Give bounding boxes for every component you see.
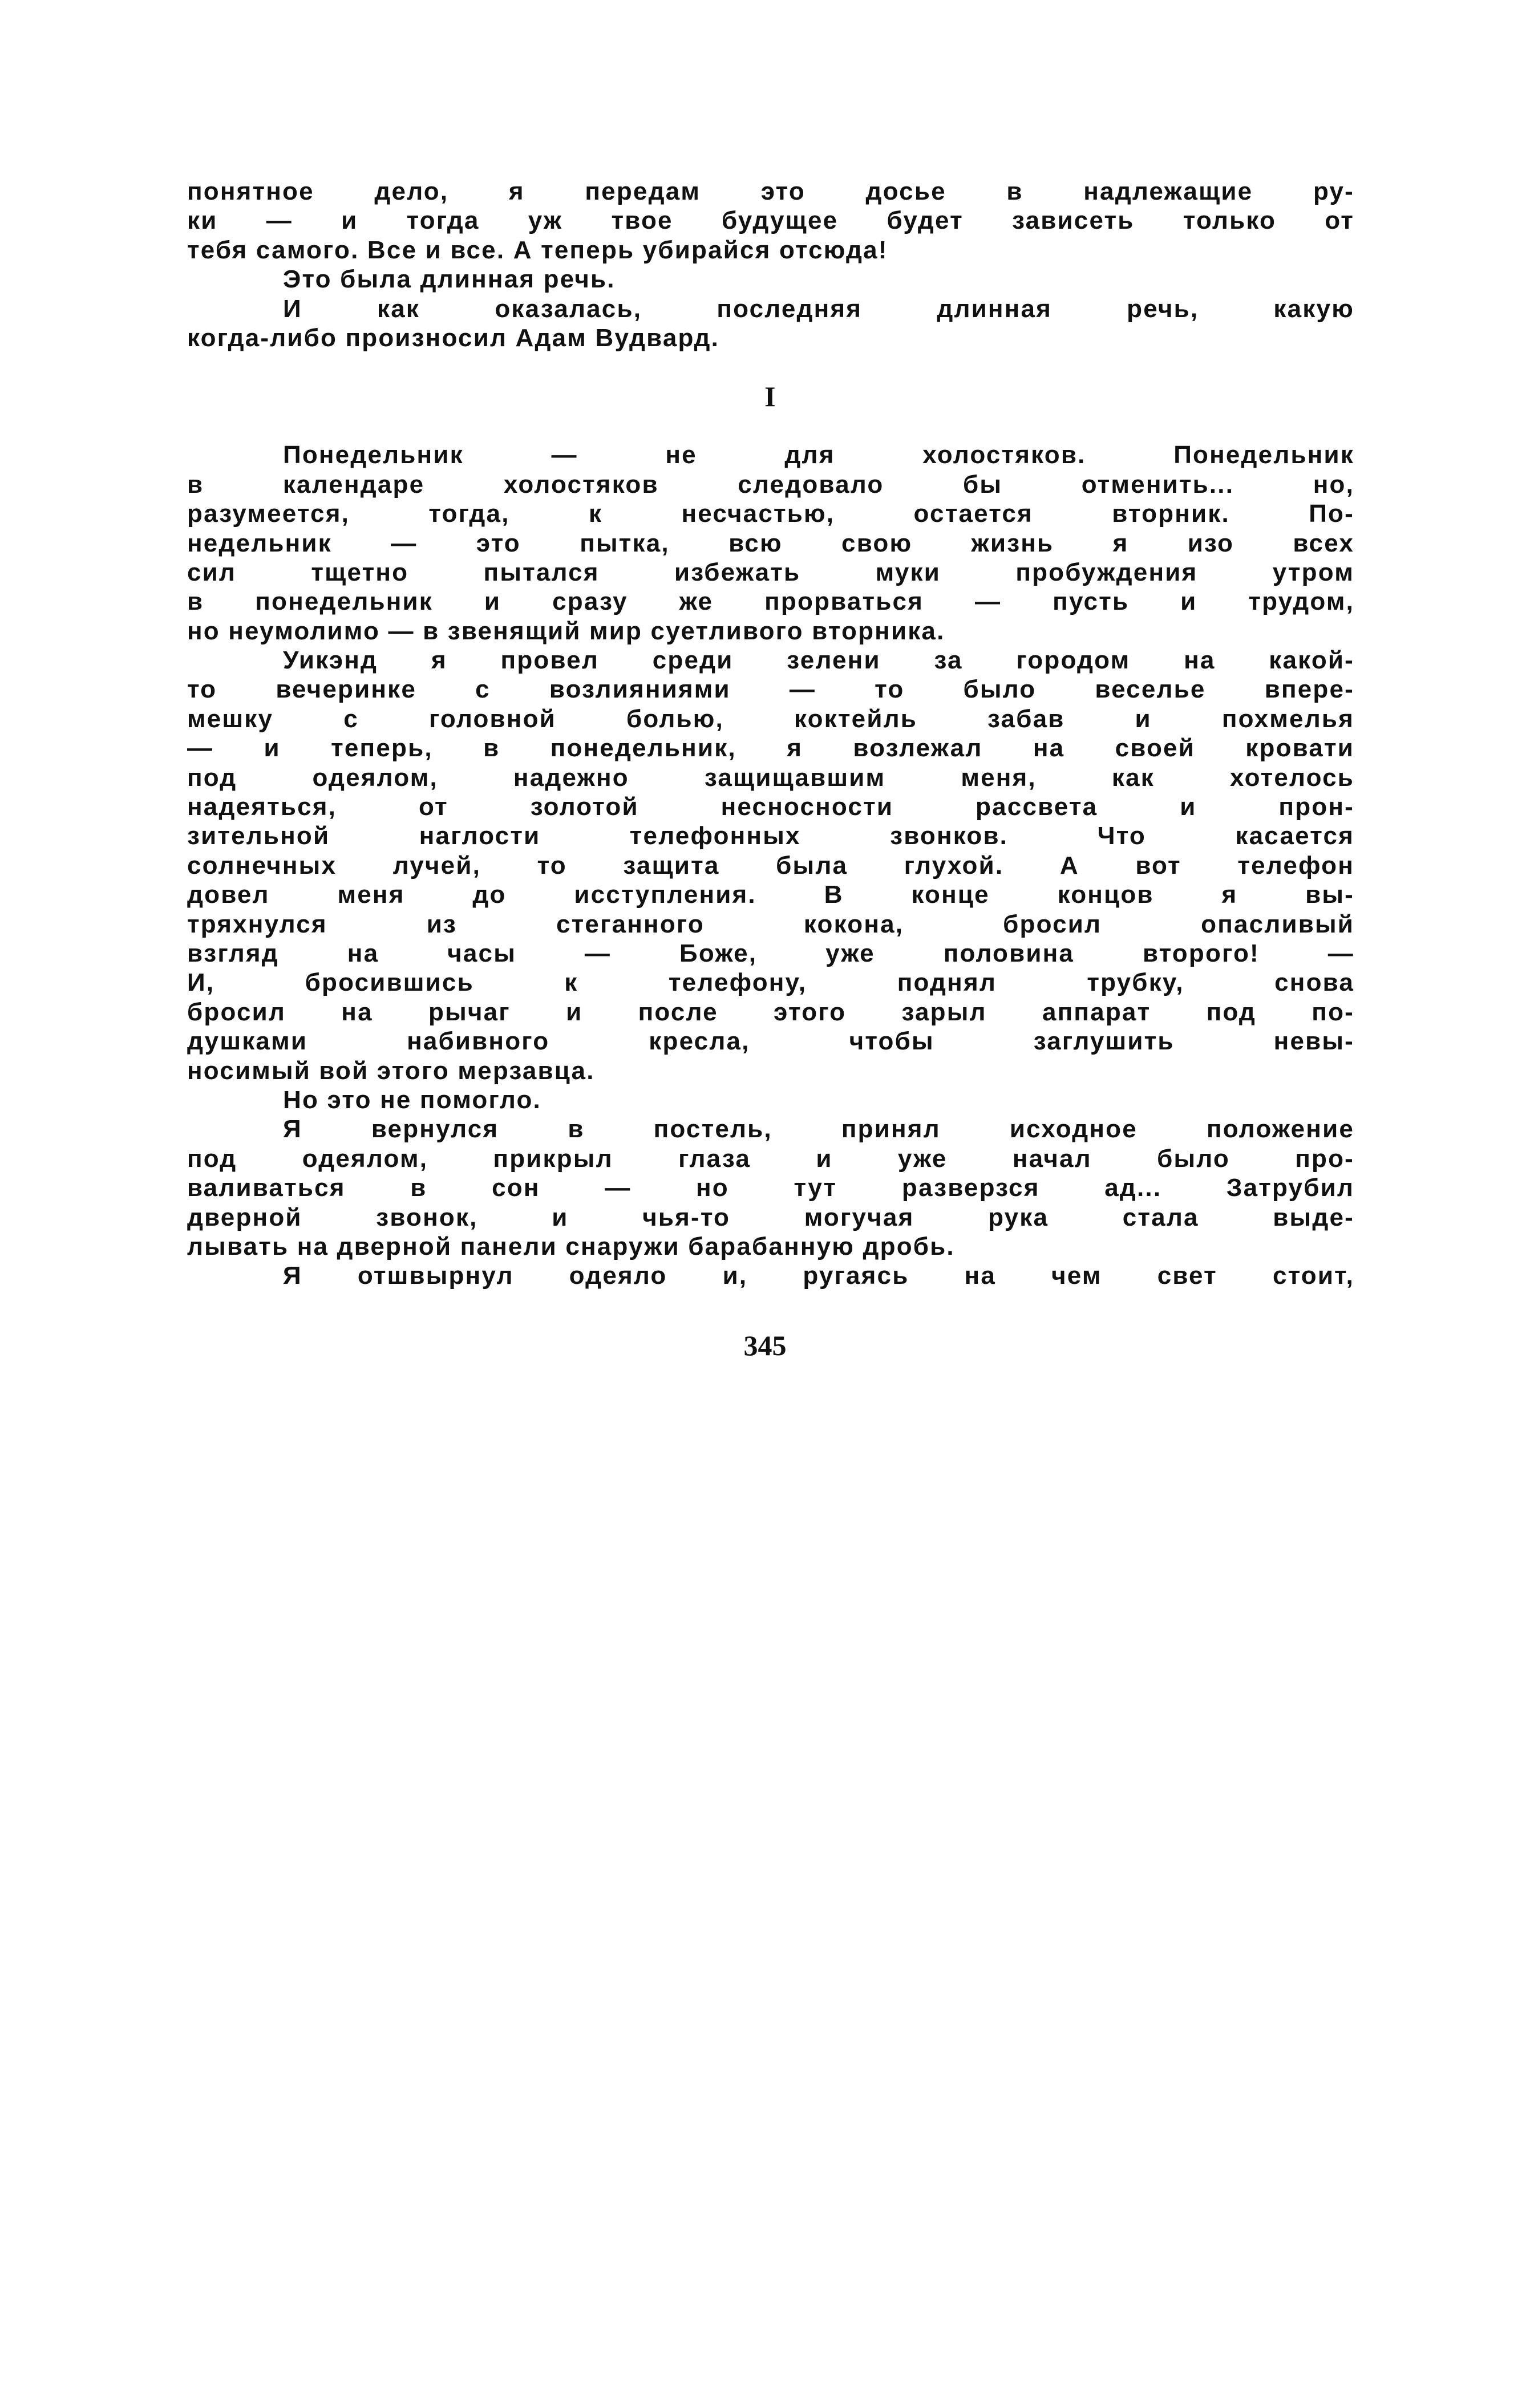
text-line: довел меня до исступления. В конце концов я вы- (187, 881, 1354, 909)
page-number: 345 (743, 1329, 787, 1361)
text-line: то вечеринке с возлияниями — то было веселье впере- (187, 675, 1354, 704)
text-line: но неумолимо — в звенящий мир суетливого вторника. (187, 617, 945, 645)
text-line: разумеется, тогда, к несчастью, остается вторник. По- (187, 500, 1354, 528)
text-line: — и теперь, в понедельник, я возлежал на своей кровати (187, 734, 1354, 763)
text-line: бросил на рычаг и после этого зарыл аппарат под по- (187, 998, 1354, 1026)
text-line: солнечных лучей, то защита была глухой. А вот телефон (187, 851, 1354, 879)
text-before-chapter (187, 177, 1354, 352)
text-line: Уикэнд я провел среди зелени за городом на какой- (283, 646, 1354, 675)
text-line: душками набивного кресла, чтобы заглушить невы- (187, 1027, 1354, 1056)
text-line: под одеялом, надежно защищавшим меня, как хотелось (187, 763, 1354, 792)
text-line: валиваться в сон — но тут разверзся ад... Затрубил (187, 1174, 1354, 1202)
text-line: И как оказалась, последняя длинная речь, какую (283, 294, 1354, 323)
text-line: Я вернулся в постель, принял исходное положение (283, 1115, 1354, 1144)
text-line: Я отшвырнул одеяло и, ругаясь на чем свет стоит, (283, 1262, 1354, 1290)
text-after-chapter (187, 440, 1354, 1290)
text-line: носимый вой этого мерзавца. (187, 1056, 595, 1085)
text-line: в календаре холостяков следовало бы отменить... но, (187, 470, 1354, 498)
text-line: И, бросившись к телефону, поднял трубку, снова (187, 968, 1354, 997)
text-line: Это была длинная речь. (283, 265, 616, 294)
text-line: лывать на дверной панели снаружи барабанную дробь. (187, 1232, 955, 1260)
text-line: под одеялом, прикрыл глаза и уже начал было про- (187, 1144, 1354, 1173)
text-line: недельник — это пытка, всю свою жизнь я изо всех (187, 529, 1354, 557)
text-line: зительной наглости телефонных звонков. Что касается (187, 822, 1354, 850)
chapter-heading: I (764, 380, 777, 413)
body-text (187, 177, 1354, 1291)
text-line: Но это не помогло. (283, 1085, 541, 1114)
text-line: сил тщетно пытался избежать муки пробуждения утром (187, 558, 1354, 586)
text-line: когда-либо произносил Адам Вудвард. (187, 323, 720, 352)
text-line: надеяться, от золотой несносности рассвета и прон- (187, 793, 1354, 821)
text-line: ки — и тогда уж твое будущее будет зависеть только от (187, 206, 1354, 235)
text-line: взгляд на часы — Боже, уже половина второго! — (187, 939, 1354, 967)
text-line: в понедельник и сразу же прорваться — пусть и трудом, (187, 587, 1354, 616)
text-line: тебя самого. Все и все. А теперь убирайся отсюда! (187, 236, 888, 264)
text-line: понятное дело, я передам это досье в надлежащие ру- (187, 177, 1354, 205)
text-line: тряхнулся из стеганного кокона, бросил опасливый (187, 910, 1354, 938)
text-line: дверной звонок, и чья-то могучая рука стала выде- (187, 1203, 1354, 1231)
text-line: мешку с головной болью, коктейль забав и похмелья (187, 704, 1354, 733)
text-line: Понедельник — не для холостяков. Понедельник (283, 441, 1354, 469)
